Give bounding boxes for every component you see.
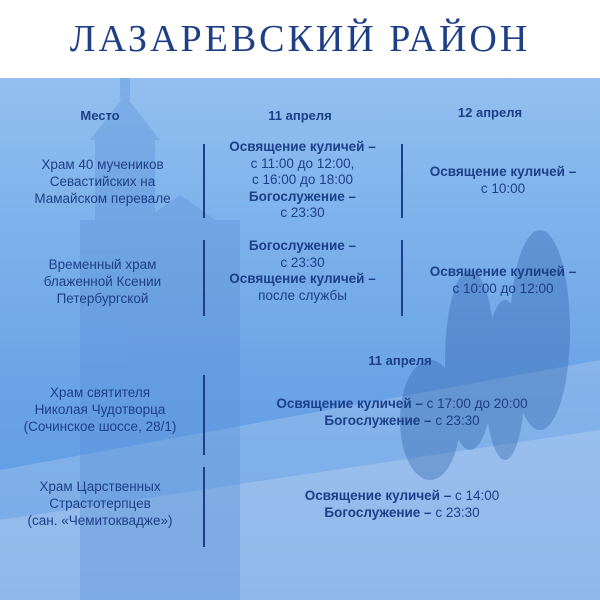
place-name: Храм Царственных Страстотерпцев (сан. «Чемитокваджe») xyxy=(27,479,173,528)
header-banner xyxy=(0,0,600,78)
divider xyxy=(203,467,205,547)
schedule-line: Освящение куличей – с 14:00 Богослужение – с 23:30 xyxy=(304,488,500,520)
schedule-line: Освящение куличей – с 17:00 до 20:00 Богослужение – с 23:30 xyxy=(276,396,528,428)
schedule-day1: Освящение куличей – с 11:00 до 12:00, с 16:00 до 18:00 Богослужение – с 23:30 xyxy=(229,139,376,220)
place-name: Храм 40 мучеников Севастийских на Мамайском перевале xyxy=(34,157,171,206)
column-header-day2: 12 апреля xyxy=(457,105,523,120)
schedule-day2: Освящение куличей – с 10:00 до 12:00 xyxy=(429,264,577,296)
column-header-place: Место xyxy=(80,108,120,123)
divider xyxy=(203,240,205,316)
divider xyxy=(401,144,403,218)
divider xyxy=(203,375,205,455)
place-name: Временный храм блаженной Ксении Петербургской xyxy=(43,257,162,306)
page-title: ЛАЗАРЕВСКИЙ РАЙОН xyxy=(69,18,531,60)
column-header-day1: 11 апреля xyxy=(268,108,332,123)
divider xyxy=(203,144,205,218)
divider xyxy=(401,240,403,316)
schedule-day2: Освящение куличей – с 10:00 xyxy=(429,164,577,196)
place-name: Храм святителя Николая Чудотворца (Сочинское шоссе, 28/1) xyxy=(23,385,177,434)
section2-day-header: 11 апреля xyxy=(368,353,432,368)
schedule-day1: Богослужение – с 23:30 Освящение куличей – после службы xyxy=(229,238,376,303)
